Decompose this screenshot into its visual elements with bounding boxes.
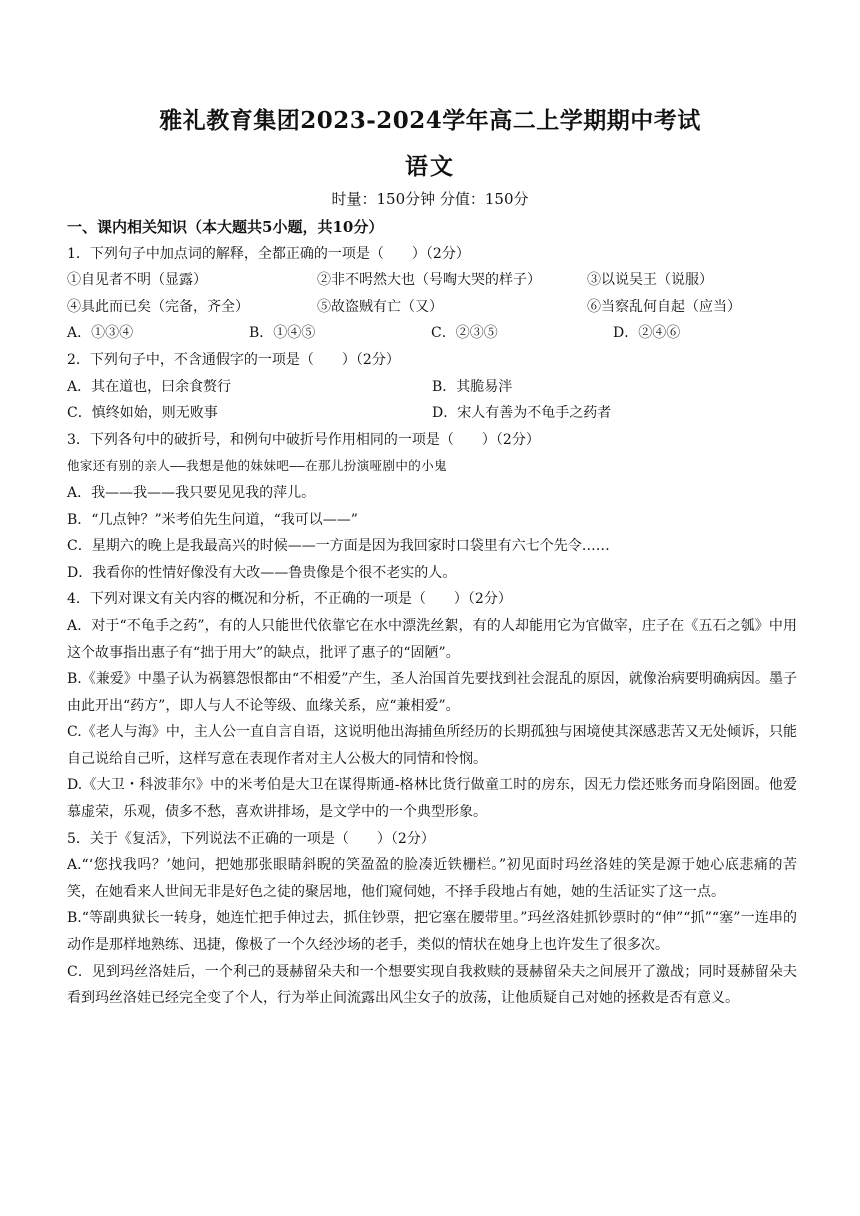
q3-option-a: A．我——我——我只要见见我的萍儿。 <box>67 484 316 501</box>
subject-title: 语文 <box>405 153 455 180</box>
exam-meta: 时量：150分钟 分值：150分 <box>331 190 529 208</box>
exam-title: 雅礼教育集团2023-2024学年高二上学期期中考试 <box>159 107 701 134</box>
q1-option-b: B．①④⑤ <box>249 325 316 342</box>
q1-option-d: D．②④⑥ <box>613 325 681 342</box>
q3-option-c: C．星期六的晚上是我最高兴的时候——一方面是因为我回家时口袋里有六七个先令…… <box>67 538 610 555</box>
q3-option-d: D．我看你的性情好像没有大改——鲁贵像是个很不老实的人。 <box>67 564 457 581</box>
q1-item-3: ③以说吴王（说服） <box>587 272 713 289</box>
q4-option-c: C.《老人与海》中，主人公一直自言自语，这说明他出海捕鱼所经历的长期孤独与困境使其深感悲苦又无处倾诉，只能自己说给自己听，这样写意在表现作者对主人公极大的同情和怜悯。 <box>67 724 797 767</box>
section-heading: 一、课内相关知识（本大题共5小题，共10分） <box>67 218 384 236</box>
q2-options-row-2 <box>67 400 797 427</box>
q1-item-5: ⑤故盗贼有亡（又） <box>317 298 443 315</box>
q1-options <box>67 320 797 347</box>
q4-option-a: A．对于“不龟手之药”，有的人只能世代依靠它在水中漂洗丝絮，有的人却能用它为官做宰，庄子在《五石之瓠》中用这个故事指出惠子有“拙于用大”的缺点，批评了惠子的“固陋”。 <box>67 617 797 661</box>
q5-option-a: A.“‘您找我吗？’她问，把她那张眼睛斜睨的笑盈盈的脸凑近铁栅栏。”初见面时玛丝洛娃的笑是源于她心底悲痛的苦笑，在她看来人世间无非是好色之徒的聚居地，他们窥伺她，不择手段地占有她，她的生活证实了这一点。 <box>67 857 797 900</box>
q2-stem: 2．下列句子中，不含通假字的一项是（ ）（2分） <box>67 351 400 368</box>
q3-example: 他家还有别的亲人——我想是他的妹妹吧——在那儿扮演哑剧中的小鬼 <box>67 458 448 474</box>
q4-option-b: B.《兼爱》中墨子认为祸篡怨恨都由“不相爱”产生，圣人治国首先要找到社会混乱的原因，就像治病要明确病因。墨子由此开出“药方”，即人与人不论等级、血缘关系，应“兼相爱”。 <box>67 671 797 714</box>
q5-option-c: C．见到玛丝洛娃后，一个利己的聂赫留朵夫和一个想要实现自我救赎的聂赫留朵夫之间展开了激战；同时聂赫留朵夫看到玛丝洛娃已经完全变了个人，行为举止间流露出风尘女子的放荡，让他质疑自己对她的拯救是否有意义。 <box>67 963 797 1007</box>
q1-stem: 1．下列句子中加点词的解释，全都正确的一项是（ ）（2分） <box>67 245 470 262</box>
q2-option-c: C．慎终如始，则无败事 <box>67 405 218 422</box>
q4-stem: 4．下列对课文有关内容的概况和分析，不正确的一项是（ ）（2分） <box>67 591 512 608</box>
q2-option-b: B．其脆易泮 <box>432 378 513 395</box>
q1-option-c: C．②③⑤ <box>431 325 498 342</box>
q1-item-6: ⑥当察乱何自起（应当） <box>587 298 741 315</box>
q1-item-4: ④具此而已矣（完备，齐全） <box>67 298 249 315</box>
q5-option-b: B.“等副典狱长一转身，她连忙把手伸过去，抓住钞票，把它塞在腰带里。”玛丝洛娃抓钞票时的“伸”“抓”“塞”一连串的动作是那样地熟练、迅捷，像极了一个久经沙场的老手，类似的情状在她身上也许发生了很多次。 <box>67 910 797 954</box>
q1-option-a: A．①③④ <box>67 325 134 342</box>
q1-item-1: ①自见者不明（显露） <box>67 272 207 289</box>
q1-item-2: ②非不呺然大也（号啕大哭的样子） <box>317 272 541 289</box>
q3-stem: 3．下列各句中的破折号，和例句中破折号作用相同的一项是（ ）（2分） <box>67 431 540 448</box>
q2-option-d: D．宋人有善为不龟手之药者 <box>432 405 612 422</box>
q3-option-b: B．“几点钟？”米考伯先生问道，“我可以——” <box>67 511 358 528</box>
exam-content <box>67 214 797 1012</box>
q2-options-row-1 <box>67 374 797 401</box>
q2-option-a: A．其在道也，曰余食赘行 <box>67 378 232 395</box>
q5-stem: 5．关于《复活》，下列说法不正确的一项是（ ）（2分） <box>67 830 435 847</box>
q1-items-row-2 <box>67 294 797 321</box>
q1-items-row-1 <box>67 267 797 294</box>
q4-option-d: D.《大卫・科波菲尔》中的米考伯是大卫在谋得斯通-格林比货行做童工时的房东，因无力偿还账务而身陷囹圄。他爱慕虚荣，乐观，债多不愁，喜欢讲排场，是文学中的一个典型形象。 <box>67 777 797 821</box>
